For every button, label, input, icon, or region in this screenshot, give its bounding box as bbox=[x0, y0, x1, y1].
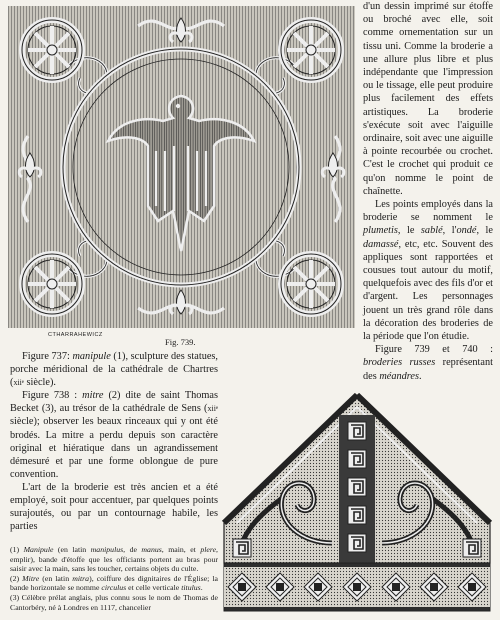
right-paragraph-1: d'un dessin imprimé sur étoffe ou broché avec elle, soit comme ornementation sur un tissu uni. Comme la broderie a une allure plus libre et plus indépendante que l'impression ou le tissage, elle peut produire plus facilement des effets artistiques. La broderie s'exécute soit avec l'aiguille ordinaire, soit avec une aiguille à pointe recourbée ou crochet. C'est le crochet qui produit ce qu'on nomme le point de chaînette. bbox=[363, 1, 493, 197]
footnote-1: (1) Manipule (en latin manipulus, de manus, main, et plere, emplir), bande d'étoffe que les officiants portent au bras pour saisir avec la main, sans les toucher, certains objets du culte. bbox=[10, 545, 218, 574]
footnotes bbox=[10, 545, 218, 612]
figure-739-illustration bbox=[8, 6, 355, 328]
left-paragraph-2: Figure 738 : mitre (2) dite de saint Thomas Becket (3), au trésor de la cathédrale de Sens (xiiᵉ siècle); observer les beaux rinceaux qui y ont été brodés. La mitre a perdu depuis son caractère original et hiératique dans un agrandissement démesuré et par une forme oblongue de pure convention. bbox=[10, 390, 218, 480]
engraver-signature: CTHARRAHEWICZ bbox=[48, 332, 103, 338]
figure-740-embroidery bbox=[222, 393, 492, 613]
figure-739-caption: Fig. 739. bbox=[165, 337, 196, 347]
left-paragraph-3: L'art de la broderie est très ancien et a été employé, soit pour accentuer, par quelques points surajoutés, ou par un contournage habile, les parties bbox=[10, 481, 218, 533]
right-column-text bbox=[363, 0, 493, 383]
left-paragraph-1: Figure 737: manipule (1), sculpture des statues, porche méridional de la cathédrale de Chartres (xiiᵉ siècle). bbox=[10, 351, 218, 389]
figure-739-embroidery bbox=[8, 6, 355, 328]
right-paragraph-3: Figure 739 et 740 : broderies russes représentant des méandres. bbox=[363, 344, 493, 382]
footnote-3: (3) Célèbre prélat anglais, plus connu sous le nom de Thomas de Cantorbéry, né à Londres en 1117, chancelier bbox=[10, 592, 218, 612]
figure-740-illustration bbox=[222, 393, 492, 613]
left-column-text bbox=[10, 350, 218, 533]
footnote-2: (2) Mitre (en latin mitra), coiffure des dignitaires de l'Église; la bande horizontale se nomme circulus et celle verticale titulus. bbox=[10, 573, 219, 593]
right-paragraph-2: Les points employés dans la broderie se nomment le plumetis, le sablé, l'ondé, le damassé, etc, etc. Souvent des appliques sont rapportées et cousues tout autour du motif, quelquefois avec des fils d'or et d'argent. Les personnages jouent un très grand rôle dans la décoration des broderies de la période que l'on étudie. bbox=[363, 199, 493, 343]
